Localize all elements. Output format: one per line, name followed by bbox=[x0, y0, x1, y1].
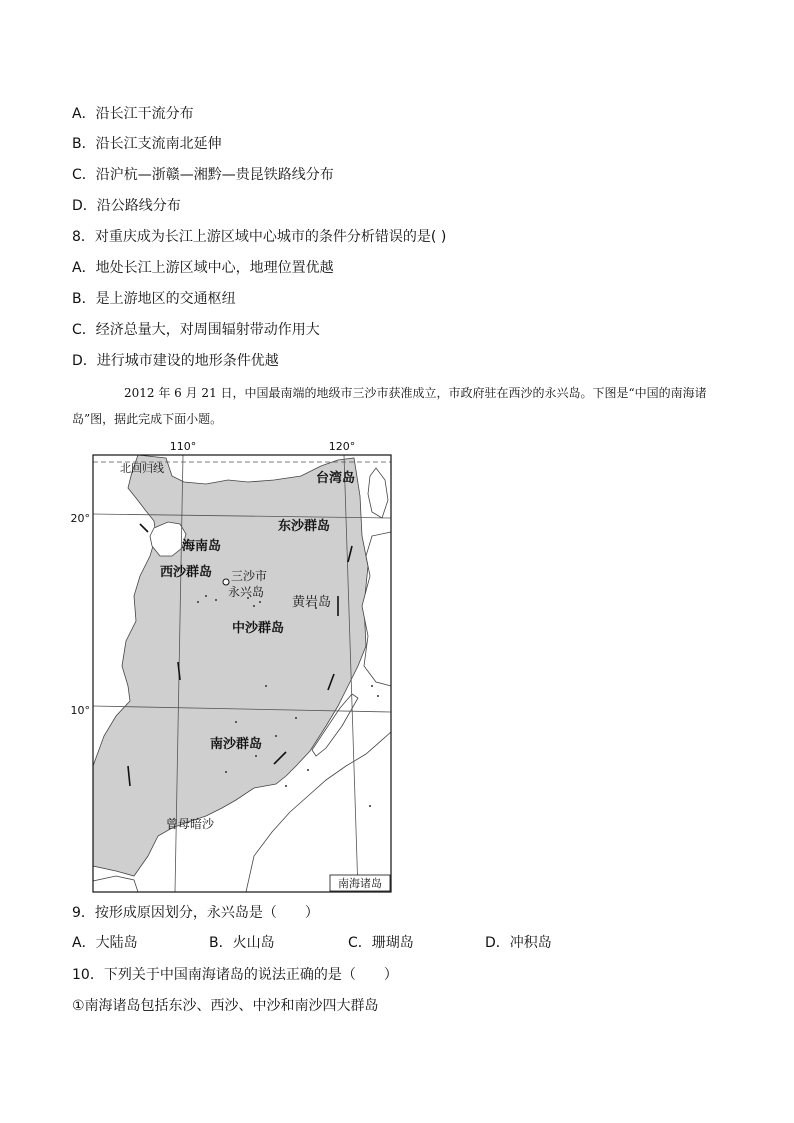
tropic-label: 北回归线 bbox=[120, 462, 164, 475]
q7-option-c: C．沿沪杭—浙赣—湘黔—贵昆铁路线分布 bbox=[72, 167, 334, 183]
xisha-label: 西沙群岛 bbox=[160, 565, 213, 580]
nansha-label: 南沙群岛 bbox=[210, 737, 263, 752]
hainan-label: 海南岛 bbox=[182, 539, 222, 554]
q10-stem: 10．下列关于中国南海诸岛的说法正确的是（ ） bbox=[72, 967, 398, 983]
south-china-sea-map bbox=[70, 436, 396, 896]
q8-stem: 8．对重庆成为长江上游区域中心城市的条件分析错误的是( ) bbox=[72, 229, 447, 245]
q9-option-b: B．火山岛 bbox=[209, 935, 275, 951]
q8-option-d: D．进行城市建设的地形条件优越 bbox=[72, 353, 279, 369]
q9-option-c: C．珊瑚岛 bbox=[348, 935, 414, 951]
q7-option-d: D．沿公路线分布 bbox=[72, 198, 181, 214]
passage-text: 2012 年 6 月 21 日，中国最南端的地级市三沙市获准成立，市政府驻在西沙的永兴岛。下图是“中国的南海诸岛”图，据此完成下面小题。 bbox=[72, 386, 707, 426]
latitude-20-label: 20° bbox=[70, 512, 90, 525]
q9-option-a: A．大陆岛 bbox=[72, 935, 138, 951]
q8-option-c: C．经济总量大，对周围辐射带动作用大 bbox=[72, 322, 320, 338]
sansha-label: 三沙市 bbox=[231, 569, 268, 583]
q7-option-a: A．沿长江干流分布 bbox=[72, 106, 194, 122]
q9-option-d: D．冲积岛 bbox=[485, 935, 552, 951]
latitude-10-label: 10° bbox=[70, 704, 90, 717]
longitude-110-label: 110° bbox=[169, 440, 197, 453]
passage-block bbox=[72, 380, 732, 432]
zhongsha-label: 中沙群岛 bbox=[232, 621, 285, 636]
huangyan-label: 黄岩岛 bbox=[292, 595, 332, 610]
q10-statement-1: ①南海诸岛包括东沙、西沙、中沙和南沙四大群岛 bbox=[72, 998, 379, 1014]
q8-option-a: A．地处长江上游区域中心，地理位置优越 bbox=[72, 260, 334, 276]
yongxing-label: 永兴岛 bbox=[228, 585, 265, 599]
map-caption: 南海诸岛 bbox=[338, 877, 382, 890]
philippines-land bbox=[362, 532, 391, 686]
longitude-120-label: 120° bbox=[328, 440, 356, 453]
taiwan-label: 台湾岛 bbox=[316, 471, 356, 486]
q7-option-b: B．沿长江支流南北延伸 bbox=[72, 136, 222, 152]
zengmu-label: 曾母暗沙 bbox=[166, 817, 215, 831]
q8-option-b: B．是上游地区的交通枢纽 bbox=[72, 291, 236, 307]
q9-stem: 9．按形成原因划分，永兴岛是（ ） bbox=[72, 905, 319, 921]
dongsha-label: 东沙群岛 bbox=[278, 519, 331, 534]
